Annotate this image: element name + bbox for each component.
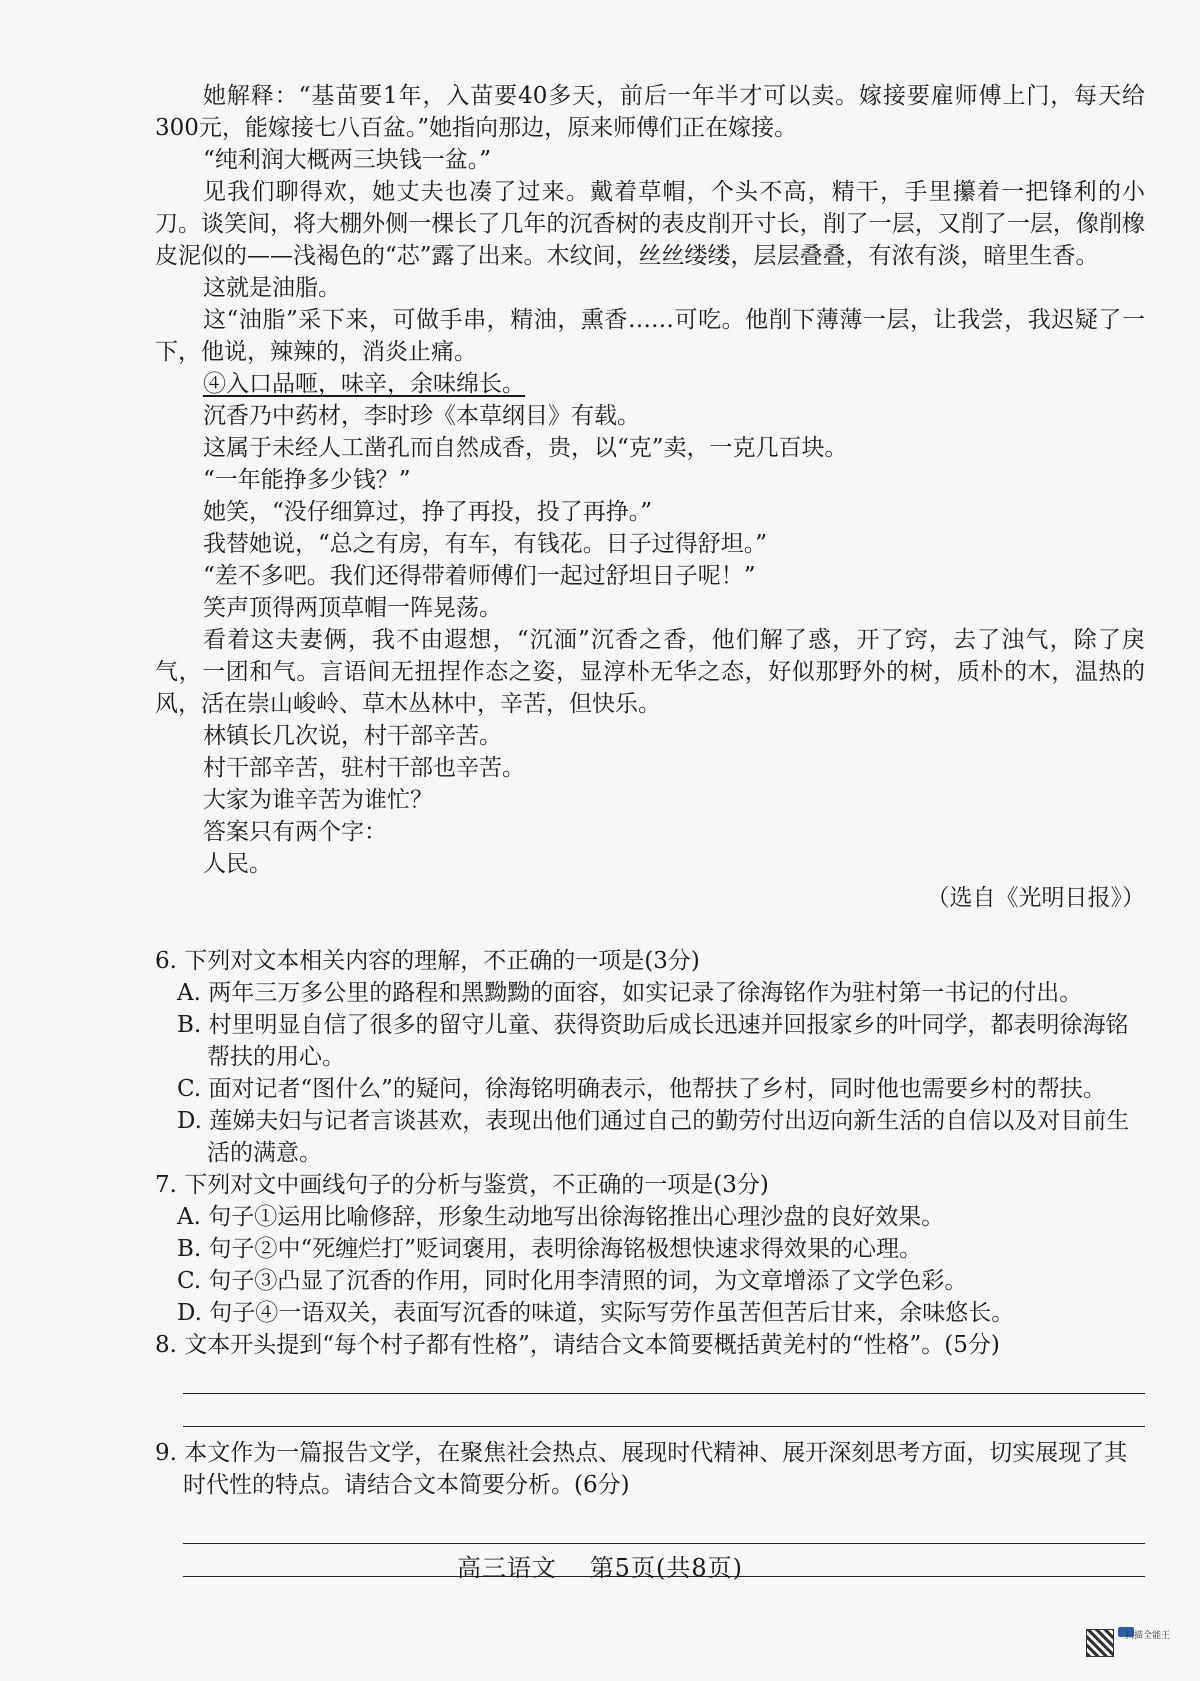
option-c: C. 句子③凸显了沉香的作用，同时化用李清照的词，为文章增添了文学色彩。 <box>177 1268 968 1294</box>
passage-paragraph: “纯利润大概两三块钱一盆。” <box>203 147 492 173</box>
question-stem: 9. 本文作为一篇报告文学，在聚焦社会热点、展现时代精神、展开深刻思考方面，切实展现了其时代性的特点。请结合文本简要分析。(6分) <box>155 1440 1128 1498</box>
option-c: C. 面对记者“图什么”的疑问，徐海铭明确表示，他帮扶了乡村，同时他也需要乡村的帮扶。 <box>177 1076 1106 1102</box>
answer-line[interactable] <box>183 1501 1145 1544</box>
answer-line[interactable] <box>183 1394 1145 1427</box>
passage-paragraph: 我替她说，“总之有房，有车，有钱花。日子过得舒坦。” <box>203 531 768 557</box>
passage-paragraph: 笑声顶得两顶草帽一阵晃荡。 <box>203 595 502 621</box>
passage-paragraph: 大家为谁辛苦为谁忙？ <box>203 787 433 813</box>
option-d: D. 莲娣夫妇与记者言谈甚欢，表现出他们通过自己的勤劳付出迈向新生活的自信以及对目前生活的满意。 <box>177 1108 1130 1166</box>
passage-paragraph: 这“油脂”采下来，可做手串，精油，熏香……可吃。他削下薄薄一层，让我尝，我迟疑了一下，他说，辣辣的，消炎止痛。 <box>155 307 1145 365</box>
passage-paragraph: 她笑，“没仔细算过，挣了再投，投了再挣。” <box>203 499 653 525</box>
passage-paragraph: 答案只有两个字： <box>203 819 387 845</box>
passage-paragraph: 村干部辛苦，驻村干部也辛苦。 <box>203 755 525 781</box>
option-a: A. 两年三万多公里的路程和黑黝黝的面容，如实记录了徐海铭作为驻村第一书记的付出。 <box>177 980 1083 1006</box>
question-stem: 7. 下列对文中画线句子的分析与鉴赏，不正确的一项是(3分) <box>155 1172 769 1198</box>
scanner-watermark <box>1092 1623 1174 1667</box>
passage-paragraph: 人民。 <box>203 851 272 877</box>
option-a: A. 句子①运用比喻修辞，形象生动地写出徐海铭推出心理沙盘的良好效果。 <box>177 1204 945 1230</box>
question-stem: 8. 文本开头提到“每个村子都有性格”，请结合文本简要概括黄羌村的“性格”。(5分) <box>155 1332 1000 1358</box>
questions-section <box>155 945 1145 1577</box>
question-stem: 6. 下列对文本相关内容的理解，不正确的一项是(3分) <box>155 948 700 974</box>
answer-line[interactable] <box>183 1361 1145 1394</box>
passage-paragraph: “差不多吧。我们还得带着师傅们一起过舒坦日子呢！” <box>203 563 756 589</box>
passage-source: （选自《光明日报》） <box>926 885 1145 911</box>
passage-paragraph: 林镇长几次说，村干部辛苦。 <box>203 723 502 749</box>
passage-paragraph: 沉香乃中药材，李时珍《本草纲目》有载。 <box>203 403 640 429</box>
passage-paragraph: “一年能挣多少钱？” <box>203 467 411 493</box>
option-d: D. 句子④一语双关，表面写沉香的味道，实际写劳作虽苦但苦后甘来，余味悠长。 <box>177 1300 1015 1326</box>
option-b: B. 村里明显自信了很多的留守儿童、获得资助后成长迅速并回报家乡的叶同学，都表明徐海铭帮扶的用心。 <box>177 1012 1129 1070</box>
reading-passage <box>155 80 1145 914</box>
underlined-sentence-4 <box>155 368 1145 400</box>
question-7 <box>155 1169 1145 1329</box>
passage-paragraph: 她解释：“基苗要1年，入苗要40多天，前后一年半才可以卖。嫁接要雇师傅上门，每天给300元，能嫁接七八百盆。”她指向那边，原来师傅们正在嫁接。 <box>155 83 1145 141</box>
passage-paragraph: 看着这夫妻俩，我不由遐想，“沉湎”沉香之香，他们解了惑，开了窍，去了浊气，除了戾气，一团和气。言语间无扭捏作态之姿，显淳朴无华之态，好似那野外的树，质朴的木，温热的风，活在崇山峻岭、草木丛林中，辛苦，但快乐。 <box>155 627 1145 717</box>
footer-subject: 高三语文 <box>457 1554 558 1582</box>
passage-paragraph: 这就是油脂。 <box>203 275 341 301</box>
option-b: B. 句子②中“死缠烂打”贬词褒用，表明徐海铭极想快速求得效果的心理。 <box>177 1236 923 1262</box>
qr-code-icon <box>1086 1629 1114 1657</box>
question-6 <box>155 945 1145 1169</box>
question-8 <box>155 1329 1145 1427</box>
scanner-label: 扫描全能王 <box>1124 1630 1170 1640</box>
page-footer <box>0 1548 1200 1583</box>
underlined-text: ④入口品咂，味辛，余味绵长。 <box>203 371 525 397</box>
passage-paragraph: 这属于未经人工凿孔而自然成香，贵，以“克”卖，一克几百块。 <box>203 435 848 461</box>
passage-paragraph: 见我们聊得欢，她丈夫也凑了过来。戴着草帽，个头不高，精干，手里攥着一把锋利的小刀。谈笑间，将大棚外侧一棵长了几年的沉香树的表皮削开寸长，削了一层，又削了一层，像削橡皮泥似的——浅褐色的“芯”露了出来。木纹间，丝丝缕缕，层层叠叠，有浓有淡，暗里生香。 <box>155 179 1145 269</box>
footer-page-number: 第5页(共8页) <box>589 1554 743 1582</box>
